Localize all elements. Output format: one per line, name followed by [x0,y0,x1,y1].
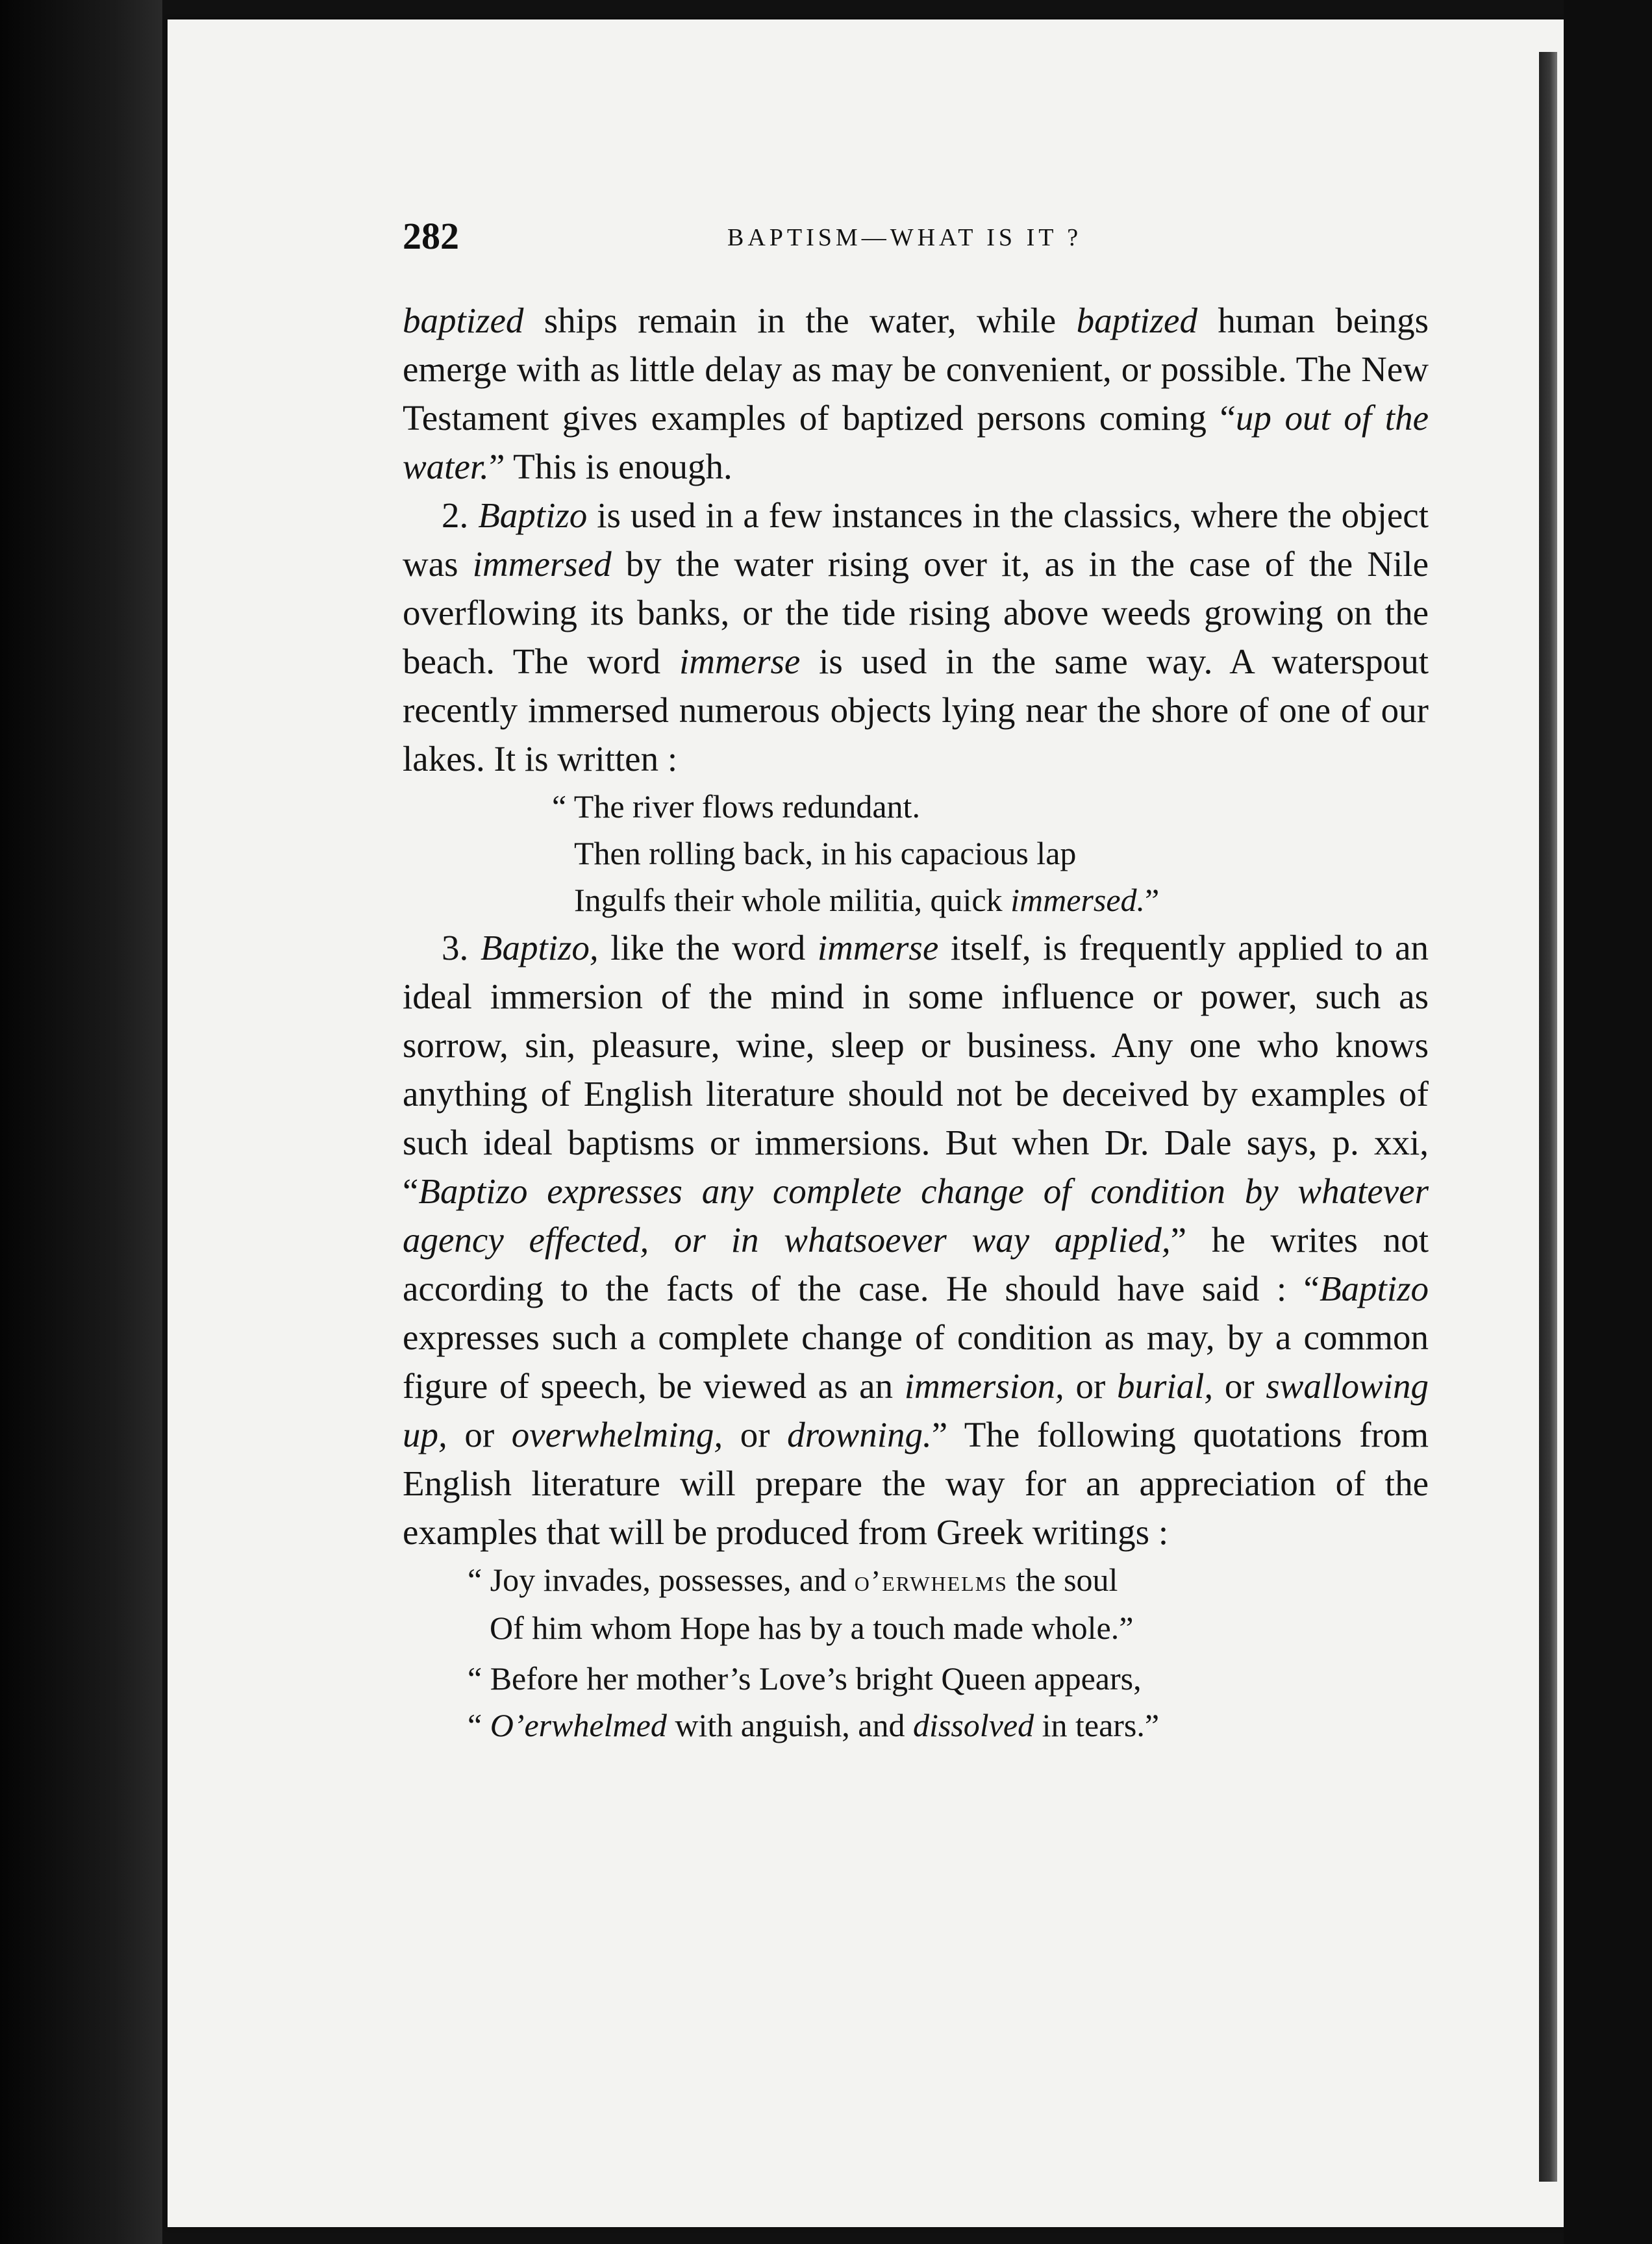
scan-background-left [0,0,162,2244]
quote-line: “ Joy invades, possesses, and o’erwhelms the soul [468,1562,1118,1598]
paragraph-1: baptized ships remain in the water, while baptized human beings emerge with as little delay as may be convenient, or possible. The New Testament gives examples of baptized persons coming “up out of the water.” This is enough. [403,301,1429,486]
block-quote-2 [403,1556,1429,1651]
emphasis: immersion, [904,1366,1064,1406]
emphasis: drowning. [787,1415,932,1454]
emphasis: O’erwhelmed [490,1707,667,1743]
quote-line: “ O’erwhelmed with anguish, and dissolved in tears.” [468,1707,1160,1743]
emphasis: up out of the water. [403,398,1429,486]
emphasis: Baptizo [1319,1269,1429,1308]
emphasis: swallowing up, [403,1366,1429,1454]
emphasis: Baptizo [478,495,588,535]
emphasis: Baptizo, [480,928,599,967]
small-caps-emphasis: o’erwhelms [854,1564,1008,1597]
emphasis: Baptizo expresses any complete change of condition by whatever agency effected, or in whatsoever way applied, [403,1171,1429,1260]
emphasis: baptized [403,301,524,340]
page-number: 282 [403,215,459,257]
running-head: BAPTISM—WHAT IS IT ? [727,224,1083,251]
quote-line: “ The river flows redundant. [552,788,920,825]
emphasis: baptized [1076,301,1197,340]
paragraph-2: 2. Baptizo is used in a few instances in the classics, where the object was immersed by the water rising over it, as in the case of the Nile overflowing its banks, or the tide rising above weeds growing on the beach. The word immerse is used in the same way. A waterspout recently immersed numerous objects lying near the shore of one of our lakes. It is written : [403,495,1429,779]
quote-line: Then rolling back, in his capacious lap [574,835,1077,871]
emphasis: immersed. [1010,882,1145,918]
paragraph-3: 3. Baptizo, like the word immerse itself, is frequently applied to an ideal immersion of the mind in some influence or power, such as sorrow, sin, pleasure, wine, sleep or business. Any one who knows anything of English literature should not be deceived by examples of such ideal baptisms or immersions. But when Dr. Dale says, p. xxi, “Baptizo expresses any complete change of condition by whatever agency effected, or in whatsoever way applied,” he writes not according to the facts of the case. He should have said : “Baptizo expresses such a complete change of condition as may, by a common figure of speech, be viewed as an immersion, or burial, or swallowing up, or overwhelming, or drowning.” The following quotations from English literature will prepare the way for an appreciation of the examples that will be produced from Greek writings : [403,928,1429,1552]
block-quote-3 [403,1655,1429,1749]
scan-background-right [1564,0,1652,2244]
quote-line: “ Before her mother’s Love’s bright Queen appears, [468,1660,1142,1697]
emphasis: immersed [472,544,612,584]
quote-line: Of him whom Hope has by a touch made whole.” [490,1610,1134,1646]
emphasis: immerse [817,928,939,967]
quote-line: Ingulfs their whole militia, quick immersed.” [574,882,1160,918]
emphasis: overwhelming, [511,1415,723,1454]
body-text [403,296,1429,1749]
emphasis: immerse [679,642,801,681]
emphasis: dissolved [913,1707,1034,1743]
page-header [403,214,1507,279]
emphasis: burial, [1116,1366,1214,1406]
book-spine [1539,52,1557,2182]
block-quote-1 [403,783,1429,923]
